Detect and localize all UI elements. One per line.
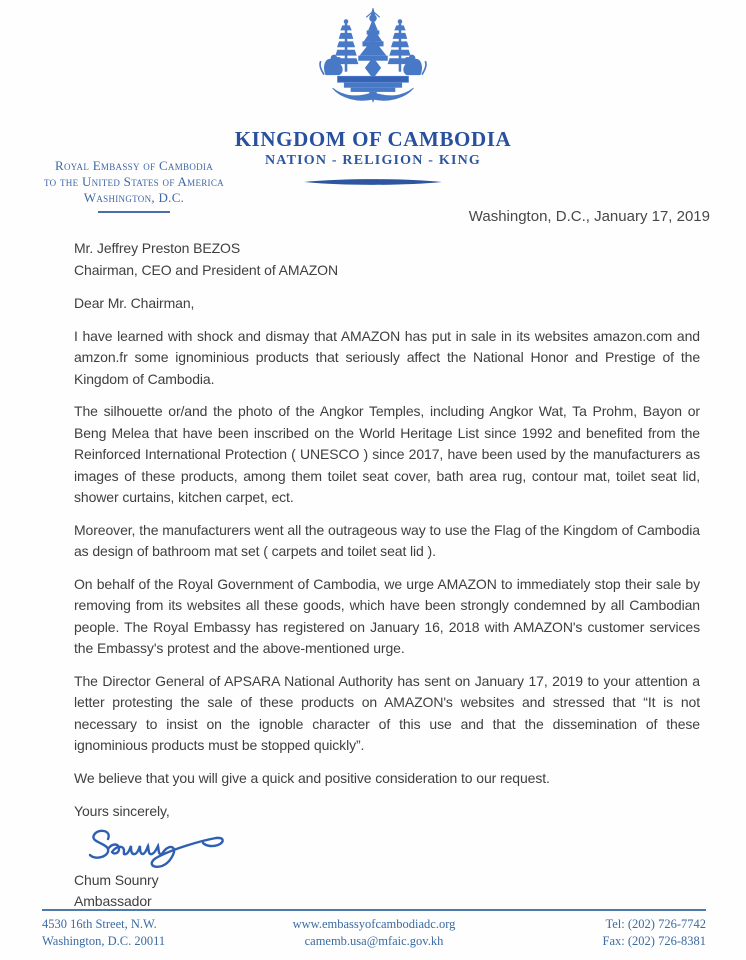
paragraph-5: The Director General of APSARA National Authority has sent on January 17, 2019 to your attention a letter protesting the sale of these products on AMAZON's websites and stressed that “It is not necessary to insist on the ignoble character of this use and that the dissemination of these ignominious products must be stopped quickly”. [74, 672, 700, 753]
signature-container [82, 825, 700, 869]
paragraph-2: The silhouette or/and the photo of the Angkor Temples, including Angkor Wat, Ta Prohm, Bayon or Beng Melea that have been inscribed on the World Heritage List since 1992 and benefited from the Reinforced International Protection ( UNESCO ) since 2017, have been used by the manufacturers as images of these products, among them toilet seat cover, bath area rug, contour mat, toilet seat lid, shower curtains, kitchen carpet, ect. [74, 403, 700, 505]
signer-title: Ambassador [74, 892, 152, 909]
footer-website: www.embassyofcambodiadc.org [292, 917, 456, 931]
embassy-letterhead [26, 158, 242, 213]
paragraph-6: We believe that you will give a quick and positive consideration to our request. [74, 769, 550, 786]
embassy-line-1: Royal Embassy of Cambodia [54, 158, 214, 173]
motto-line: NATION - RELIGION - KING [264, 153, 481, 168]
signature-handwriting-icon [82, 825, 242, 869]
footer-address-line-1: 4530 16th Street, N.W. [42, 917, 157, 931]
salutation: Dear Mr. Chairman, [74, 295, 195, 311]
embassy-line-3: Washington, D.C. [83, 190, 185, 205]
footer-address-line-2: Washington, D.C. 20011 [42, 934, 166, 948]
footer-address [42, 916, 254, 950]
letter-body [74, 238, 700, 912]
recipient-name: Mr. Jeffrey Preston BEZOS [74, 240, 241, 256]
cambodia-royal-arms-icon [314, 6, 432, 118]
ornamental-rule-icon [303, 177, 443, 187]
paragraph-4: On behalf of the Royal Government of Cambodia, we urge AMAZON to immediately stop their sale by removing from its websites all these goods, which have been strongly condemned by all Cambodian people. The Royal Embassy has registered on January 16, 2018 with AMAZON's customer services the Embassy's protest and the above-mentioned urge. [74, 575, 700, 656]
footer-tel: Tel: (202) 726-7742 [605, 917, 706, 931]
paragraph-1: I have learned with shock and dismay that AMAZON has put in sale in its websites amazon.com and amzon.fr some ignominious products that seriously affect the National Honor and Prestige of the Kingdom of Cambodia. [74, 327, 700, 387]
embassy-line-2: to the United States of America [44, 174, 224, 189]
footer-fax: Fax: (202) 726-8381 [602, 934, 706, 948]
signer-name: Chum Sounry [74, 871, 159, 888]
valediction: Yours sincerely, [74, 803, 170, 819]
footer-web [254, 916, 493, 950]
footer [42, 909, 706, 950]
embassy-underline [98, 211, 170, 213]
emblem-container [0, 0, 746, 123]
recipient-title: Chairman, CEO and President of AMAZON [74, 261, 338, 278]
footer-email: camemb.usa@mfaic.gov.kh [304, 934, 444, 948]
footer-contact [494, 916, 706, 950]
kingdom-title: KINGDOM OF CAMBODIA [234, 127, 512, 151]
paragraph-3: Moreover, the manufacturers went all the outrageous way to use the Flag of the Kingdom of Cambodia as design of bathroom mat set ( carpets and toilet seat lid ). [74, 521, 700, 559]
date-line: Washington, D.C., January 17, 2019 [468, 208, 710, 225]
